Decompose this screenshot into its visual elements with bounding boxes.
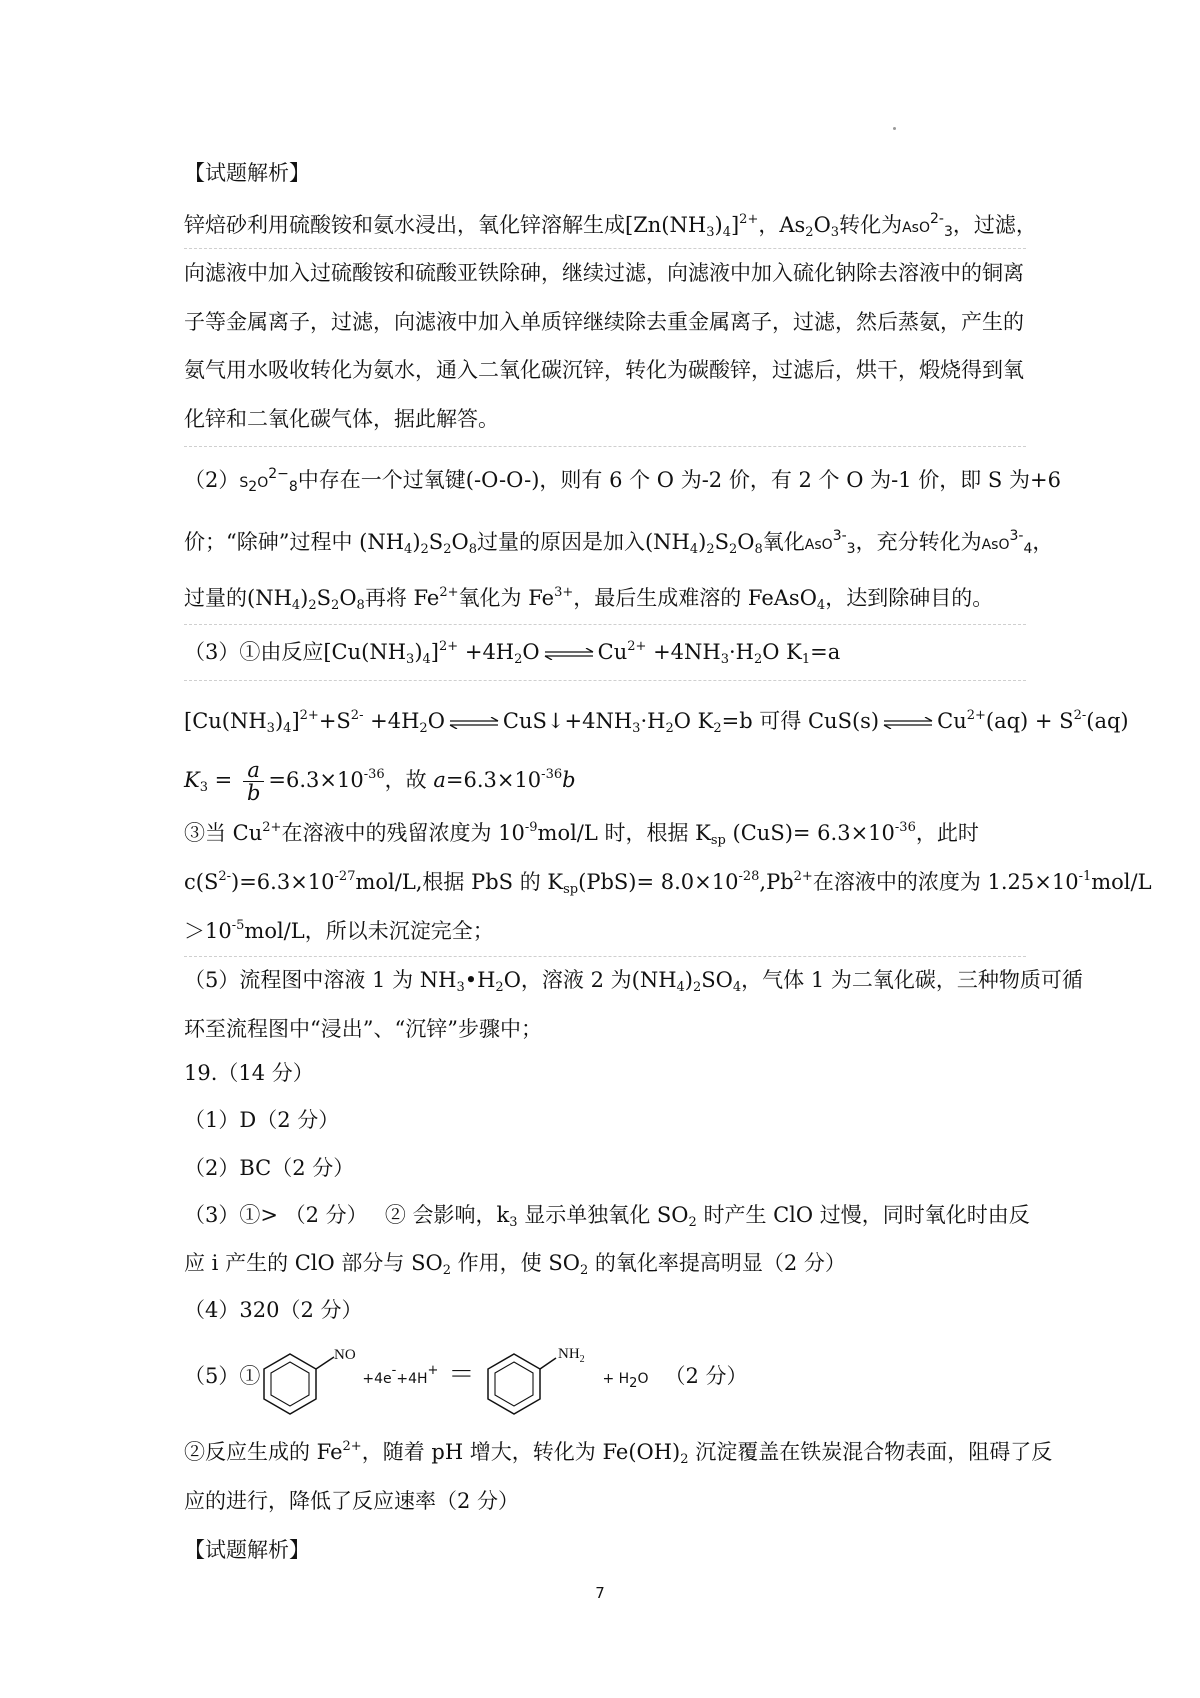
q5-line1: （5）流程图中溶液 1 为 $NH_3•H_2O$，溶液 2 为$(NH_4)_2SO_4$，气体 1 为二氧化碳，三种物质可循 xyxy=(184,968,1083,995)
speck-mark xyxy=(893,127,896,130)
q2-line3: 过量的$(NH_4)_2S_2O_8$再将 $Fe^{2+}$氧化为 $Fe^{3+}$，最后生成难溶的 FeAsO$_4$，达到除砷目的。 xyxy=(184,585,994,613)
q19-answer-4: （4）320（2 分） xyxy=(184,1298,363,1322)
q19-answer-3-line2: 应 i 产生的 ClO 部分与 $SO_2$ 作用，使 $SO_2$ 的氧化率提高明显（2 分） xyxy=(184,1251,846,1278)
rule xyxy=(184,446,1026,447)
q5-line2: 环至流程图中“浸出”、“沉锌”步骤中； xyxy=(184,1017,542,1041)
q19-answer-5b-line2: 应的进行，降低了反应速率（2 分） xyxy=(184,1489,520,1513)
aniline-structure-icon xyxy=(484,1340,594,1416)
q3-line1: （3）①由反应$[Cu(NH_3)_4]^{2+} +4H_2O$ $Cu^{2+} +4NH_3\cdot H_2O$ $K_1=a$ xyxy=(184,639,841,667)
q2-line1: $(2)S_2O^{2-}_8$中存在一个过氧键(-O-O-)，则有 6 个 O 为-2 价，有 2 个 O 为-1 价，即 S 为+6 xyxy=(184,466,1061,495)
rule xyxy=(184,680,1026,681)
q3-line6: $>10^{-5}mol/L$，所以未沉淀完全； xyxy=(184,918,494,943)
q19-title: 19.（14 分） xyxy=(184,1061,314,1085)
q19-answer-3-line1: （3）①> （2 分） ② 会影响，$k_3$ 显示单独氧化 $SO_2$ 时产生 ClO 过慢，同时氧化时由反 xyxy=(184,1203,1030,1230)
rule xyxy=(184,956,1026,957)
para1-line5: 化锌和二氧化碳气体，据此解答。 xyxy=(184,407,499,431)
amino-group-label: $NH_2$ xyxy=(558,1345,586,1365)
equilibrium-arrow-icon xyxy=(882,717,934,729)
q19-answer-1: （1）D（2 分） xyxy=(184,1108,340,1132)
q3-line3-formula: $K_3$ = $\frac{a}{b}$ $=6.3\times 10^{-36}$，故 $a=6.3\times 10^{-36}b$ xyxy=(184,758,576,805)
q3-line2: $[Cu(NH_3)_4]^{2+}+S^{2-} +4H_2O$ $CuS↓+4NH_3\cdot H_2O$ $K_2=b$ 可得 CuS(s) $Cu^{2+}(aq) + S^{2-}(aq)$ xyxy=(184,708,1129,736)
q19-answer-2: （2）BC（2 分） xyxy=(184,1156,355,1180)
q19-answer-5b-line1: ②反应生成的 $Fe^{2+}$，随着 pH 增大，转化为 $Fe(OH)_2$ 沉淀覆盖在铁炭混合物表面，阻碍了反 xyxy=(184,1439,1053,1467)
nitrosobenzene-structure-icon xyxy=(260,1340,356,1416)
q2-line2: 价；“除砷”过程中 $(NH_4)_2S_2O_8$过量的原因是加入$(NH_4)_2S_2O_8$氧化AsO$^{3-}_3$，充分转化为AsO$^{3-}_4$， xyxy=(184,528,1054,557)
fraction-a-over-b: $\frac{a}{b}$ xyxy=(243,759,264,804)
section-heading: 【试题解析】 xyxy=(184,161,310,185)
para1-line2: 向滤液中加入过硫酸铵和硫酸亚铁除砷，继续过滤，向滤液中加入硫化钠除去溶液中的铜离 xyxy=(184,261,1024,285)
section-heading: 【试题解析】 xyxy=(184,1538,310,1562)
q3-line4: ③当 $Cu^{2+}$在溶液中的残留浓度为 $10^{-9}mol/L$ 时，根据 $K_{sp}$ $(CuS)= 6.3\times 10^{-36}$，此时 xyxy=(184,820,979,848)
para1-line3: 子等金属离子，过滤，向滤液中加入单质锌继续除去重金属离子，过滤，然后蒸氨，产生的 xyxy=(184,310,1024,334)
q19-answer-5-equation: （5）① NO +4e-+4H+ ＝ $NH_2$ + $H_2O$ （2 分） xyxy=(184,1337,748,1413)
equilibrium-arrow-icon xyxy=(543,648,595,660)
equilibrium-arrow-icon xyxy=(448,717,500,729)
para1-line1: 锌焙砂利用硫酸铵和氨水浸出，氧化锌溶解生成$[Zn(NH_3)_4]^{2+}$，$As_2O_3$转化为AsO$^{2-}_3$，过滤， xyxy=(184,211,1037,240)
q3-line5: $c(S^{2-})=6.3\times 10^{-27}mol/L$,根据 PbS 的 $K_{sp}(PbS)= 8.0\times 10^{-28},Pb^{2+}$在溶液中的浓度为 $1.25\times 10^{-1}mol/L$ xyxy=(184,869,1152,897)
rule xyxy=(184,624,1026,625)
nitroso-group-label: NO xyxy=(334,1346,357,1363)
page-number: 7 xyxy=(595,1584,605,1602)
rule xyxy=(184,248,1026,249)
para1-line4: 氨气用水吸收转化为氨水，通入二氧化碳沉锌，转化为碳酸锌，过滤后，烘干，煅烧得到氧 xyxy=(184,358,1024,382)
